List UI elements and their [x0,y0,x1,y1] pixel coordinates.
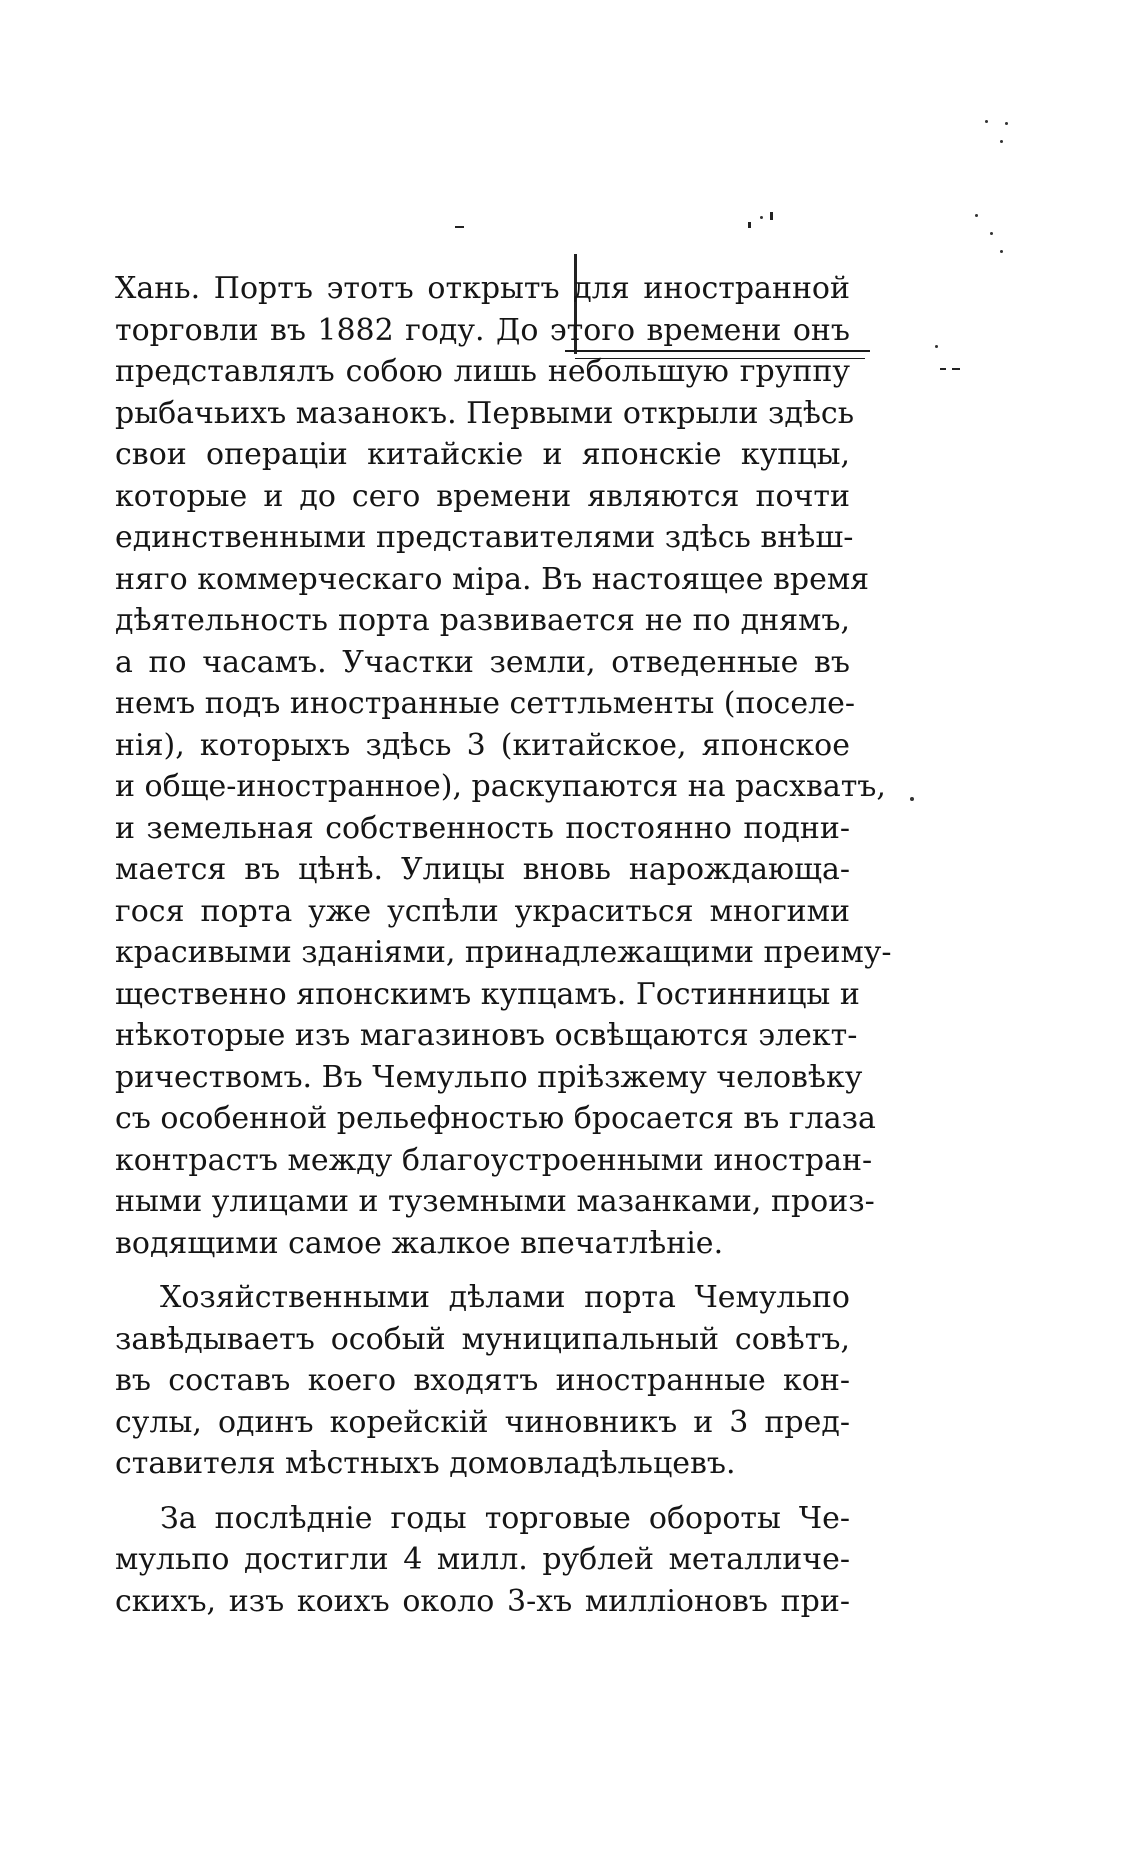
scan-speck [1000,250,1003,253]
text-line: красивыми зданіями, принадлежащими преиму- [115,935,892,970]
scan-speck [910,797,914,801]
scan-speck [455,226,464,228]
text-line: и обще-иностранное), раскупаются на расхватъ, [115,769,886,804]
text-line: ставителя мѣстныхъ домовладѣльцевъ. [115,1446,736,1481]
text-line: сулы, одинъ корейскій чиновникъ и 3 пред- [115,1405,850,1440]
scan-speck [952,368,960,370]
text-line: За послѣдніе годы торговые обороты Че- [160,1501,850,1536]
text-line: нія), которыхъ здѣсь 3 (китайское, японское [115,728,850,763]
text-line: единственными представителями здѣсь внѣш- [115,520,854,555]
text-line: въ составъ коего входятъ иностранные кон- [115,1363,850,1398]
text-line: а по часамъ. Участки земли, отведенные въ [115,645,850,680]
text-line: мульпо достигли 4 милл. рублей металличе- [115,1542,850,1577]
text-line: ричествомъ. Въ Чемульпо пріѣзжему человѣку [115,1060,863,1095]
scan-speck [990,232,993,235]
scan-speck [935,345,938,348]
scan-speck [760,216,763,219]
scan-speck [985,120,988,123]
text-line: завѣдываетъ особый муниципальный совѣтъ, [115,1322,850,1357]
scan-speck [770,212,773,220]
text-line: Хозяйственными дѣлами порта Чемульпо [160,1280,850,1315]
scan-speck [1005,122,1008,125]
scan-speck [748,222,751,228]
text-line: щественно японскимъ купцамъ. Гостинницы и [115,977,860,1012]
text-line: Хань. Портъ этотъ открытъ для иностранной [115,271,850,306]
text-line: ными улицами и туземными мазанками, произ- [115,1184,875,1219]
scan-speck [940,368,946,370]
text-line: гося порта уже успѣли украситься многими [115,894,850,929]
text-line: представлялъ собою лишь небольшую группу [115,354,850,389]
scan-speck [1000,140,1003,143]
text-line: нѣкоторые изъ магазиновъ освѣщаются элект- [115,1018,858,1053]
scan-speck [975,214,978,217]
text-line: мается въ цѣнѣ. Улицы вновь нарождающа- [115,852,850,887]
text-line: дѣятельность порта развивается не по днямъ, [115,603,850,638]
text-line: съ особенной рельефностью бросается въ глаза [115,1101,876,1136]
text-line: скихъ, изъ коихъ около 3-хъ милліоновъ при- [115,1584,850,1619]
text-line: торговли въ 1882 году. До этого времени онъ [115,313,850,348]
text-line: свои операціи китайскіе и японскіе купцы, [115,437,850,472]
text-line: которые и до сего времени являются почти [115,479,850,514]
text-line: рыбачьихъ мазанокъ. Первыми открыли здѣсь [115,396,855,431]
text-line: и земельная собственность постоянно подни- [115,811,850,846]
text-line: няго коммерческаго міра. Въ настоящее время [115,562,870,597]
text-line: водящими самое жалкое впечатлѣніе. [115,1226,724,1261]
text-line: немъ подъ иностранные сеттльменты (поселе- [115,686,856,721]
text-line: контрастъ между благоустроенными иностран- [115,1143,873,1178]
